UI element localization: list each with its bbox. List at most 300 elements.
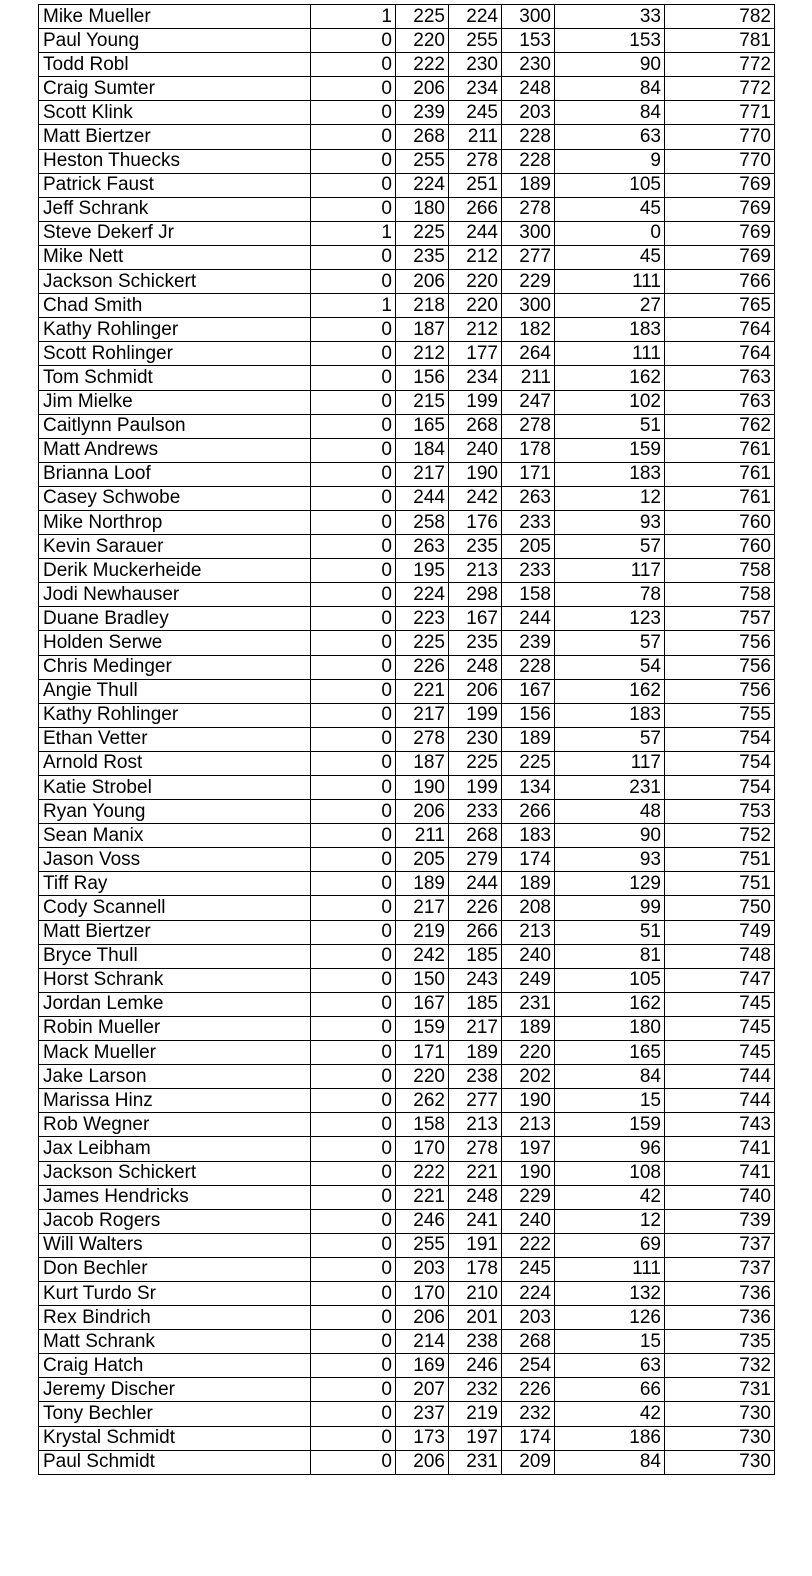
- total-cell: 761: [665, 486, 775, 510]
- game-1-cell: 150: [396, 968, 449, 992]
- handicap-cell: 153: [555, 29, 665, 53]
- total-cell: 736: [665, 1306, 775, 1330]
- game-3-cell: 228: [502, 149, 555, 173]
- player-name-cell: Horst Schrank: [39, 968, 311, 992]
- player-name-cell: Ryan Young: [39, 800, 311, 824]
- table-row: [39, 1354, 775, 1378]
- game-2-cell: 266: [449, 920, 502, 944]
- player-name-cell: Heston Thuecks: [39, 149, 311, 173]
- handicap-cell: 129: [555, 872, 665, 896]
- game-1-cell: 206: [396, 1450, 449, 1474]
- game-3-cell: 228: [502, 655, 555, 679]
- handicap-cell: 0: [555, 221, 665, 245]
- player-name-cell: Bryce Thull: [39, 944, 311, 968]
- flag-cell: 0: [311, 1450, 396, 1474]
- game-1-cell: 207: [396, 1378, 449, 1402]
- total-cell: 756: [665, 655, 775, 679]
- game-1-cell: 220: [396, 1065, 449, 1089]
- game-3-cell: 190: [502, 1161, 555, 1185]
- player-name-cell: Chad Smith: [39, 294, 311, 318]
- bowling-scores-table: [38, 4, 775, 1475]
- game-3-cell: 183: [502, 824, 555, 848]
- game-2-cell: 211: [449, 125, 502, 149]
- game-3-cell: 134: [502, 776, 555, 800]
- flag-cell: 0: [311, 583, 396, 607]
- total-cell: 770: [665, 125, 775, 149]
- table-row: [39, 751, 775, 775]
- game-1-cell: 211: [396, 824, 449, 848]
- game-3-cell: 229: [502, 1185, 555, 1209]
- game-3-cell: 213: [502, 920, 555, 944]
- game-1-cell: 190: [396, 776, 449, 800]
- table-row: [39, 197, 775, 221]
- game-2-cell: 197: [449, 1426, 502, 1450]
- player-name-cell: Jeff Schrank: [39, 197, 311, 221]
- handicap-cell: 231: [555, 776, 665, 800]
- game-1-cell: 165: [396, 414, 449, 438]
- total-cell: 745: [665, 1041, 775, 1065]
- game-1-cell: 225: [396, 631, 449, 655]
- handicap-cell: 69: [555, 1233, 665, 1257]
- handicap-cell: 123: [555, 607, 665, 631]
- handicap-cell: 93: [555, 848, 665, 872]
- handicap-cell: 180: [555, 1016, 665, 1040]
- game-1-cell: 205: [396, 848, 449, 872]
- game-1-cell: 221: [396, 1185, 449, 1209]
- game-3-cell: 190: [502, 1089, 555, 1113]
- game-1-cell: 171: [396, 1041, 449, 1065]
- game-3-cell: 167: [502, 679, 555, 703]
- player-name-cell: Jax Leibham: [39, 1137, 311, 1161]
- total-cell: 747: [665, 968, 775, 992]
- player-name-cell: Matt Schrank: [39, 1330, 311, 1354]
- player-name-cell: Jodi Newhauser: [39, 583, 311, 607]
- table-row: [39, 727, 775, 751]
- table-row: [39, 655, 775, 679]
- game-1-cell: 239: [396, 101, 449, 125]
- total-cell: 756: [665, 679, 775, 703]
- total-cell: 732: [665, 1354, 775, 1378]
- game-1-cell: 221: [396, 679, 449, 703]
- table-row: [39, 1233, 775, 1257]
- game-3-cell: 266: [502, 800, 555, 824]
- total-cell: 769: [665, 173, 775, 197]
- game-1-cell: 173: [396, 1426, 449, 1450]
- flag-cell: 0: [311, 1209, 396, 1233]
- flag-cell: 0: [311, 1233, 396, 1257]
- game-2-cell: 279: [449, 848, 502, 872]
- total-cell: 758: [665, 583, 775, 607]
- handicap-cell: 57: [555, 727, 665, 751]
- flag-cell: 0: [311, 535, 396, 559]
- handicap-cell: 186: [555, 1426, 665, 1450]
- game-1-cell: 169: [396, 1354, 449, 1378]
- total-cell: 760: [665, 510, 775, 534]
- table-row: [39, 896, 775, 920]
- player-name-cell: Kevin Sarauer: [39, 535, 311, 559]
- table-row: [39, 1089, 775, 1113]
- game-2-cell: 206: [449, 679, 502, 703]
- table-row: [39, 1016, 775, 1040]
- game-3-cell: 189: [502, 173, 555, 197]
- game-2-cell: 199: [449, 776, 502, 800]
- flag-cell: 0: [311, 896, 396, 920]
- table-row: [39, 1378, 775, 1402]
- player-name-cell: Jim Mielke: [39, 390, 311, 414]
- flag-cell: 0: [311, 944, 396, 968]
- game-2-cell: 220: [449, 270, 502, 294]
- flag-cell: 0: [311, 1137, 396, 1161]
- game-1-cell: 203: [396, 1257, 449, 1281]
- handicap-cell: 165: [555, 1041, 665, 1065]
- game-2-cell: 233: [449, 800, 502, 824]
- table-row: [39, 366, 775, 390]
- game-3-cell: 300: [502, 294, 555, 318]
- table-row: [39, 5, 775, 29]
- game-3-cell: 300: [502, 221, 555, 245]
- total-cell: 755: [665, 703, 775, 727]
- table-row: [39, 824, 775, 848]
- player-name-cell: Will Walters: [39, 1233, 311, 1257]
- game-2-cell: 243: [449, 968, 502, 992]
- total-cell: 744: [665, 1065, 775, 1089]
- game-2-cell: 213: [449, 559, 502, 583]
- player-name-cell: Scott Rohlinger: [39, 342, 311, 366]
- table-row: [39, 1209, 775, 1233]
- game-1-cell: 242: [396, 944, 449, 968]
- total-cell: 764: [665, 342, 775, 366]
- game-3-cell: 182: [502, 318, 555, 342]
- game-1-cell: 187: [396, 751, 449, 775]
- table-row: [39, 1402, 775, 1426]
- game-2-cell: 231: [449, 1450, 502, 1474]
- flag-cell: 1: [311, 294, 396, 318]
- player-name-cell: Don Bechler: [39, 1257, 311, 1281]
- total-cell: 749: [665, 920, 775, 944]
- game-3-cell: 249: [502, 968, 555, 992]
- player-name-cell: Krystal Schmidt: [39, 1426, 311, 1450]
- game-2-cell: 268: [449, 414, 502, 438]
- flag-cell: 0: [311, 173, 396, 197]
- handicap-cell: 78: [555, 583, 665, 607]
- game-3-cell: 240: [502, 1209, 555, 1233]
- table-row: [39, 559, 775, 583]
- table-row: [39, 607, 775, 631]
- table-row: [39, 221, 775, 245]
- handicap-cell: 96: [555, 1137, 665, 1161]
- flag-cell: 0: [311, 727, 396, 751]
- handicap-cell: 33: [555, 5, 665, 29]
- game-3-cell: 205: [502, 535, 555, 559]
- table-row: [39, 53, 775, 77]
- game-1-cell: 226: [396, 655, 449, 679]
- handicap-cell: 66: [555, 1378, 665, 1402]
- game-2-cell: 221: [449, 1161, 502, 1185]
- table-row: [39, 535, 775, 559]
- table-row: [39, 631, 775, 655]
- game-2-cell: 240: [449, 438, 502, 462]
- handicap-cell: 27: [555, 294, 665, 318]
- flag-cell: 0: [311, 1426, 396, 1450]
- handicap-cell: 63: [555, 125, 665, 149]
- table-row: [39, 1450, 775, 1474]
- game-2-cell: 226: [449, 896, 502, 920]
- game-2-cell: 234: [449, 77, 502, 101]
- player-name-cell: Mike Nett: [39, 245, 311, 269]
- flag-cell: 0: [311, 751, 396, 775]
- handicap-cell: 117: [555, 559, 665, 583]
- game-1-cell: 156: [396, 366, 449, 390]
- game-3-cell: 222: [502, 1233, 555, 1257]
- game-1-cell: 255: [396, 149, 449, 173]
- total-cell: 748: [665, 944, 775, 968]
- player-name-cell: Brianna Loof: [39, 462, 311, 486]
- game-2-cell: 244: [449, 221, 502, 245]
- total-cell: 769: [665, 197, 775, 221]
- flag-cell: 0: [311, 1113, 396, 1137]
- player-name-cell: Rob Wegner: [39, 1113, 311, 1137]
- flag-cell: 0: [311, 631, 396, 655]
- total-cell: 766: [665, 270, 775, 294]
- game-1-cell: 159: [396, 1016, 449, 1040]
- game-2-cell: 185: [449, 944, 502, 968]
- total-cell: 757: [665, 607, 775, 631]
- game-2-cell: 199: [449, 703, 502, 727]
- table-row: [39, 1065, 775, 1089]
- game-3-cell: 233: [502, 559, 555, 583]
- game-2-cell: 212: [449, 318, 502, 342]
- flag-cell: 0: [311, 270, 396, 294]
- flag-cell: 0: [311, 486, 396, 510]
- handicap-cell: 84: [555, 1065, 665, 1089]
- table-row: [39, 992, 775, 1016]
- game-2-cell: 246: [449, 1354, 502, 1378]
- total-cell: 769: [665, 221, 775, 245]
- game-2-cell: 230: [449, 727, 502, 751]
- total-cell: 781: [665, 29, 775, 53]
- handicap-cell: 15: [555, 1089, 665, 1113]
- flag-cell: 1: [311, 5, 396, 29]
- player-name-cell: Matt Biertzer: [39, 920, 311, 944]
- game-1-cell: 206: [396, 1306, 449, 1330]
- game-3-cell: 197: [502, 1137, 555, 1161]
- table-row: [39, 125, 775, 149]
- handicap-cell: 159: [555, 438, 665, 462]
- game-1-cell: 215: [396, 390, 449, 414]
- player-name-cell: Holden Serwe: [39, 631, 311, 655]
- game-3-cell: 300: [502, 5, 555, 29]
- table-row: [39, 944, 775, 968]
- handicap-cell: 84: [555, 77, 665, 101]
- player-name-cell: Jackson Schickert: [39, 1161, 311, 1185]
- handicap-cell: 45: [555, 197, 665, 221]
- game-3-cell: 278: [502, 414, 555, 438]
- game-2-cell: 242: [449, 486, 502, 510]
- game-1-cell: 206: [396, 77, 449, 101]
- game-2-cell: 213: [449, 1113, 502, 1137]
- game-2-cell: 224: [449, 5, 502, 29]
- total-cell: 769: [665, 245, 775, 269]
- table-row: [39, 486, 775, 510]
- handicap-cell: 102: [555, 390, 665, 414]
- player-name-cell: Katie Strobel: [39, 776, 311, 800]
- player-name-cell: Derik Muckerheide: [39, 559, 311, 583]
- player-name-cell: Chris Medinger: [39, 655, 311, 679]
- flag-cell: 0: [311, 679, 396, 703]
- game-2-cell: 278: [449, 1137, 502, 1161]
- table-row: [39, 872, 775, 896]
- game-2-cell: 191: [449, 1233, 502, 1257]
- table-row: [39, 1281, 775, 1305]
- game-3-cell: 203: [502, 1306, 555, 1330]
- game-3-cell: 153: [502, 29, 555, 53]
- game-2-cell: 238: [449, 1065, 502, 1089]
- player-name-cell: Patrick Faust: [39, 173, 311, 197]
- game-2-cell: 234: [449, 366, 502, 390]
- flag-cell: 0: [311, 1161, 396, 1185]
- table-row: [39, 414, 775, 438]
- total-cell: 760: [665, 535, 775, 559]
- game-2-cell: 176: [449, 510, 502, 534]
- player-name-cell: Mike Northrop: [39, 510, 311, 534]
- player-name-cell: Jackson Schickert: [39, 270, 311, 294]
- game-2-cell: 241: [449, 1209, 502, 1233]
- handicap-cell: 93: [555, 510, 665, 534]
- game-2-cell: 251: [449, 173, 502, 197]
- handicap-cell: 108: [555, 1161, 665, 1185]
- player-name-cell: Kathy Rohlinger: [39, 318, 311, 342]
- handicap-cell: 84: [555, 1450, 665, 1474]
- player-name-cell: Jacob Rogers: [39, 1209, 311, 1233]
- table-row: [39, 1426, 775, 1450]
- flag-cell: 0: [311, 197, 396, 221]
- total-cell: 743: [665, 1113, 775, 1137]
- game-2-cell: 201: [449, 1306, 502, 1330]
- total-cell: 754: [665, 776, 775, 800]
- player-name-cell: Matt Andrews: [39, 438, 311, 462]
- handicap-cell: 51: [555, 920, 665, 944]
- total-cell: 744: [665, 1089, 775, 1113]
- flag-cell: 0: [311, 1402, 396, 1426]
- game-2-cell: 219: [449, 1402, 502, 1426]
- game-2-cell: 177: [449, 342, 502, 366]
- flag-cell: 0: [311, 800, 396, 824]
- game-1-cell: 217: [396, 703, 449, 727]
- handicap-cell: 111: [555, 342, 665, 366]
- handicap-cell: 111: [555, 1257, 665, 1281]
- player-name-cell: Casey Schwobe: [39, 486, 311, 510]
- flag-cell: 0: [311, 872, 396, 896]
- game-3-cell: 174: [502, 1426, 555, 1450]
- flag-cell: 0: [311, 1281, 396, 1305]
- game-2-cell: 235: [449, 535, 502, 559]
- handicap-cell: 162: [555, 679, 665, 703]
- player-name-cell: Craig Hatch: [39, 1354, 311, 1378]
- player-name-cell: Jake Larson: [39, 1065, 311, 1089]
- game-2-cell: 278: [449, 149, 502, 173]
- handicap-cell: 15: [555, 1330, 665, 1354]
- game-3-cell: 229: [502, 270, 555, 294]
- flag-cell: 0: [311, 245, 396, 269]
- table-row: [39, 462, 775, 486]
- player-name-cell: Mack Mueller: [39, 1041, 311, 1065]
- game-1-cell: 158: [396, 1113, 449, 1137]
- game-1-cell: 218: [396, 294, 449, 318]
- game-1-cell: 268: [396, 125, 449, 149]
- game-2-cell: 244: [449, 872, 502, 896]
- player-name-cell: Paul Schmidt: [39, 1450, 311, 1474]
- game-2-cell: 178: [449, 1257, 502, 1281]
- game-3-cell: 178: [502, 438, 555, 462]
- game-2-cell: 298: [449, 583, 502, 607]
- handicap-cell: 90: [555, 53, 665, 77]
- total-cell: 745: [665, 992, 775, 1016]
- total-cell: 758: [665, 559, 775, 583]
- game-3-cell: 277: [502, 245, 555, 269]
- flag-cell: 0: [311, 655, 396, 679]
- total-cell: 740: [665, 1185, 775, 1209]
- flag-cell: 0: [311, 703, 396, 727]
- player-name-cell: Cody Scannell: [39, 896, 311, 920]
- total-cell: 736: [665, 1281, 775, 1305]
- game-2-cell: 232: [449, 1378, 502, 1402]
- table-row: [39, 800, 775, 824]
- player-name-cell: Tony Bechler: [39, 1402, 311, 1426]
- player-name-cell: Kathy Rohlinger: [39, 703, 311, 727]
- game-3-cell: 263: [502, 486, 555, 510]
- game-1-cell: 263: [396, 535, 449, 559]
- handicap-cell: 183: [555, 703, 665, 727]
- player-name-cell: Matt Biertzer: [39, 125, 311, 149]
- handicap-cell: 159: [555, 1113, 665, 1137]
- handicap-cell: 162: [555, 992, 665, 1016]
- flag-cell: 0: [311, 1354, 396, 1378]
- game-1-cell: 235: [396, 245, 449, 269]
- table-row: [39, 438, 775, 462]
- total-cell: 763: [665, 390, 775, 414]
- table-row: [39, 1137, 775, 1161]
- handicap-cell: 99: [555, 896, 665, 920]
- game-1-cell: 170: [396, 1137, 449, 1161]
- flag-cell: 0: [311, 559, 396, 583]
- game-2-cell: 189: [449, 1041, 502, 1065]
- table-row: [39, 342, 775, 366]
- flag-cell: 0: [311, 1065, 396, 1089]
- flag-cell: 0: [311, 824, 396, 848]
- table-row: [39, 173, 775, 197]
- total-cell: 731: [665, 1378, 775, 1402]
- game-2-cell: 217: [449, 1016, 502, 1040]
- game-2-cell: 185: [449, 992, 502, 1016]
- game-3-cell: 171: [502, 462, 555, 486]
- game-1-cell: 187: [396, 318, 449, 342]
- total-cell: 737: [665, 1233, 775, 1257]
- total-cell: 745: [665, 1016, 775, 1040]
- handicap-cell: 12: [555, 486, 665, 510]
- game-3-cell: 254: [502, 1354, 555, 1378]
- player-name-cell: Duane Bradley: [39, 607, 311, 631]
- player-name-cell: Caitlynn Paulson: [39, 414, 311, 438]
- player-name-cell: James Hendricks: [39, 1185, 311, 1209]
- game-2-cell: 220: [449, 294, 502, 318]
- game-3-cell: 226: [502, 1378, 555, 1402]
- handicap-cell: 132: [555, 1281, 665, 1305]
- flag-cell: 0: [311, 149, 396, 173]
- total-cell: 762: [665, 414, 775, 438]
- handicap-cell: 63: [555, 1354, 665, 1378]
- total-cell: 751: [665, 848, 775, 872]
- total-cell: 753: [665, 800, 775, 824]
